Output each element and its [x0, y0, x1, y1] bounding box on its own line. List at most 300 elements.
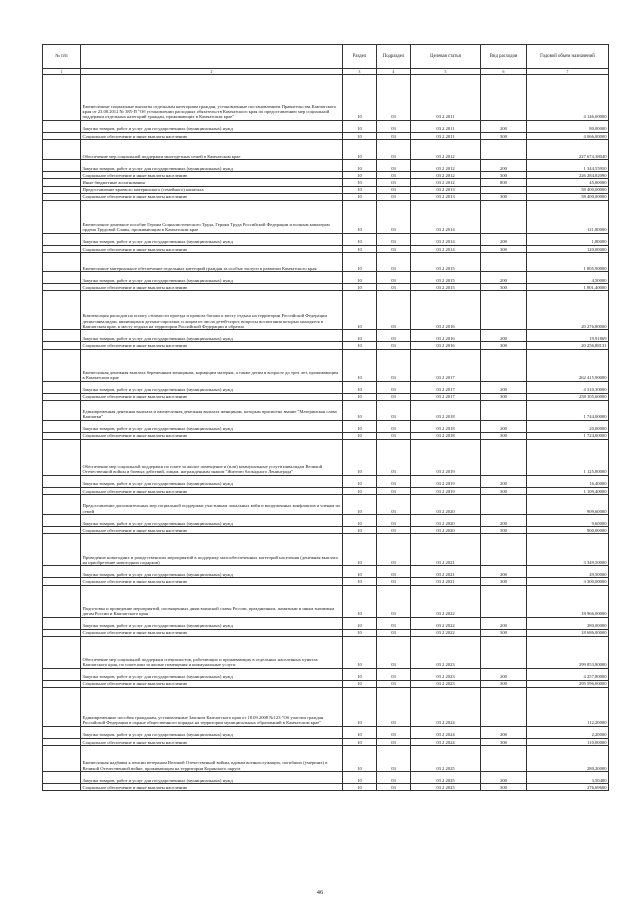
row-section: 10	[343, 739, 377, 746]
row-amount: 1 125,80000	[527, 440, 609, 476]
row-amount: 110,00000	[527, 739, 609, 746]
row-name: Социальное обеспечение и иные выплаты населению	[81, 133, 343, 140]
row-amount: 49,50000	[527, 566, 609, 578]
row-section: 10	[343, 629, 377, 636]
table-row	[43, 515, 609, 527]
row-subsection: 03	[377, 193, 411, 200]
row-amount: 121,80000	[527, 201, 609, 234]
row-target-article: 03 2 2022	[411, 629, 481, 636]
row-number	[43, 636, 81, 668]
row-expense-type: 300	[481, 172, 527, 179]
header-name	[81, 45, 343, 69]
row-target-article: 03 2 2022	[411, 585, 481, 617]
row-expense-type: 200	[481, 566, 527, 578]
row-target-article: 03 2 2012	[411, 140, 481, 160]
row-name: Социальное обеспечение и иные выплаты населению	[81, 680, 343, 687]
row-target-article: 03 2 2016	[411, 342, 481, 349]
row-target-article: 03 2 2012	[411, 172, 481, 179]
row-subsection: 03	[377, 784, 411, 791]
row-target-article: 03 2 2016	[411, 330, 481, 342]
row-expense-type: 300	[481, 193, 527, 200]
row-subsection: 03	[377, 585, 411, 617]
row-number	[43, 566, 81, 578]
row-subsection: 03	[377, 727, 411, 739]
row-name: Обеспечение мер социальной поддержки многодетных семей в Камчатском крае	[81, 140, 343, 160]
row-section: 10	[343, 668, 377, 680]
row-target-article: 03 2 2023	[411, 680, 481, 687]
row-target-article: 03 2 2025	[411, 784, 481, 791]
row-amount: 909,60000	[527, 495, 609, 515]
row-subsection: 03	[377, 488, 411, 495]
row-expense-type: 300	[481, 432, 527, 439]
row-amount: 4 146,00000	[527, 75, 609, 121]
row-target-article: 03 2 2020	[411, 515, 481, 527]
table-row	[43, 349, 609, 381]
row-target-article: 03 2 2021	[411, 578, 481, 585]
row-expense-type	[481, 440, 527, 476]
column-index: 3	[343, 69, 377, 75]
row-target-article: 03 2 2017	[411, 381, 481, 393]
row-name: Единовременная денежная выплата и ежемесячная денежная выплата женщинам, которым присвоено звание "Материнская слава Камчатки"	[81, 400, 343, 420]
row-expense-type: 200	[481, 727, 527, 739]
table-row	[43, 566, 609, 578]
row-expense-type	[481, 75, 527, 121]
row-amount: 19,91869	[527, 330, 609, 342]
row-amount: 80,00000	[527, 121, 609, 133]
row-name: Закупка товаров, работ и услуг для государственных (муниципальных) нужд	[81, 668, 343, 680]
row-amount: 1 724,00000	[527, 432, 609, 439]
row-subsection: 03	[377, 253, 411, 272]
row-number	[43, 688, 81, 727]
row-expense-type: 300	[481, 284, 527, 291]
table-row	[43, 636, 609, 668]
row-expense-type: 200	[481, 160, 527, 172]
row-name: Ежемесячное материальное обеспечение отдельных категорий граждан за особые заслуги в развитии Камчатского края	[81, 253, 343, 272]
row-number	[43, 585, 81, 617]
row-section: 10	[343, 291, 377, 330]
row-target-article: 03 2 2019	[411, 488, 481, 495]
row-name: Закупка товаров, работ и услуг для государственных (муниципальных) нужд	[81, 420, 343, 432]
row-target-article: 03 2 2011	[411, 133, 481, 140]
row-section: 10	[343, 680, 377, 687]
row-name: Единовременные пособия гражданам, установленные Законом Камчатского края от 18.09.2008 №123 "Об участии граждан Российской Федерации в охране общественного порядка на территории муниципальных образований в Камчатском крае"	[81, 688, 343, 727]
row-section: 10	[343, 566, 377, 578]
row-number	[43, 420, 81, 432]
row-name: Закупка товаров, работ и услуг для государственных (муниципальных) нужд	[81, 272, 343, 284]
row-target-article: 03 2 2024	[411, 739, 481, 746]
row-subsection: 03	[377, 432, 411, 439]
row-number	[43, 234, 81, 246]
header-annual-amount: Годовой объем назначений	[527, 45, 609, 69]
row-subsection: 03	[377, 284, 411, 291]
table-row	[43, 330, 609, 342]
table-row	[43, 534, 609, 566]
row-amount: 18 686,00000	[527, 629, 609, 636]
column-index: 5	[411, 69, 481, 75]
row-section: 10	[343, 75, 377, 121]
row-amount: 262 415,90000	[527, 349, 609, 381]
row-amount: 299 853,80000	[527, 636, 609, 668]
header-expense-type: Вид расходов	[481, 45, 527, 69]
row-amount: 1 801,40000	[527, 284, 609, 291]
row-number	[43, 680, 81, 687]
column-index: 4	[377, 69, 411, 75]
row-expense-type: 200	[481, 515, 527, 527]
row-amount: 276,69600	[527, 784, 609, 791]
row-expense-type: 300	[481, 629, 527, 636]
row-amount: 18 966,00000	[527, 585, 609, 617]
row-section: 10	[343, 400, 377, 420]
row-name: Социальное обеспечение и иные выплаты населению	[81, 488, 343, 495]
row-target-article: 03 2 2015	[411, 253, 481, 272]
row-number	[43, 772, 81, 784]
row-expense-type	[481, 746, 527, 772]
row-target-article: 03 2 2018	[411, 432, 481, 439]
row-expense-type	[481, 534, 527, 566]
row-section: 10	[343, 201, 377, 234]
row-name: Подготовка и проведение мероприятий, посвященных дням воинской славы России, праздничным, памятным и иным значимым датам России и Камчатского края	[81, 585, 343, 617]
row-expense-type: 300	[481, 246, 527, 253]
row-expense-type	[481, 688, 527, 727]
row-number	[43, 133, 81, 140]
row-expense-type: 300	[481, 527, 527, 534]
row-amount: 3 300,00000	[527, 578, 609, 585]
row-subsection: 03	[377, 179, 411, 186]
row-expense-type: 200	[481, 121, 527, 133]
row-amount: 58 400,00000	[527, 186, 609, 193]
table-row	[43, 272, 609, 284]
table-row	[43, 179, 609, 186]
row-subsection: 03	[377, 668, 411, 680]
row-target-article: 03 2 2011	[411, 75, 481, 121]
row-name: Социальное обеспечение и иные выплаты населению	[81, 393, 343, 400]
row-number	[43, 121, 81, 133]
row-section: 10	[343, 172, 377, 179]
row-subsection: 03	[377, 186, 411, 193]
row-amount: 4 310,30000	[527, 381, 609, 393]
header-section: Раздел	[343, 45, 377, 69]
row-name: Закупка товаров, работ и услуг для государственных (муниципальных) нужд	[81, 515, 343, 527]
row-amount: 58 400,00000	[527, 193, 609, 200]
table-row	[43, 284, 609, 291]
row-name: Закупка товаров, работ и услуг для государственных (муниципальных) нужд	[81, 617, 343, 629]
row-section: 10	[343, 488, 377, 495]
table-row	[43, 488, 609, 495]
row-section: 10	[343, 140, 377, 160]
row-name: Обеспечение мер социальной поддержки по плате за жилое помещение и (или) коммунальные услуги инвалидам Великой Отечественной войны и боевых действий, лицам, награжденным знаком "Жителю блокадного Ленинграда"	[81, 440, 343, 476]
table-row	[43, 133, 609, 140]
row-amount: 900,00000	[527, 527, 609, 534]
row-amount: 3,50400	[527, 772, 609, 784]
table-row	[43, 578, 609, 585]
row-section: 10	[343, 272, 377, 284]
row-subsection: 03	[377, 534, 411, 566]
row-number	[43, 172, 81, 179]
row-amount: 1 344,55950	[527, 160, 609, 172]
table-row	[43, 617, 609, 629]
row-subsection: 03	[377, 75, 411, 121]
table-row	[43, 393, 609, 400]
row-target-article: 03 2 2013	[411, 193, 481, 200]
row-expense-type	[481, 585, 527, 617]
page-number: 46	[316, 889, 324, 896]
row-target-article: 03 2 2024	[411, 727, 481, 739]
row-name: Социальное обеспечение и иные выплаты населению	[81, 432, 343, 439]
table-row	[43, 784, 609, 791]
row-expense-type: 300	[481, 488, 527, 495]
row-number	[43, 727, 81, 739]
row-name: Ежемесячная денежная выплата беременным женщинам, кормящим матерям, а также детям в возрасте до трех лет, проживающим в Камчатском крае	[81, 349, 343, 381]
row-subsection: 03	[377, 746, 411, 772]
row-section: 10	[343, 617, 377, 629]
row-section: 10	[343, 284, 377, 291]
row-target-article: 03 2 2014	[411, 234, 481, 246]
row-name: Компенсация расходов на оплату стоимости проезда и провоза багажа к месту отдыха на территории Российской Федерации детям-инвалидам, являющимся детьми-сиротами, и лицам из числа детей-сирот, вопросы воспитания которых находятся в Камчатском крае, к месту отдыха на территории Российской Федерации и обратно	[81, 291, 343, 330]
row-subsection: 03	[377, 772, 411, 784]
row-number	[43, 246, 81, 253]
row-target-article: 03 2 2021	[411, 566, 481, 578]
row-subsection: 03	[377, 121, 411, 133]
row-subsection: 03	[377, 515, 411, 527]
row-expense-type: 200	[481, 617, 527, 629]
row-subsection: 03	[377, 578, 411, 585]
row-name: Закупка товаров, работ и услуг для государственных (муниципальных) нужд	[81, 476, 343, 488]
row-section: 10	[343, 420, 377, 432]
table-row	[43, 121, 609, 133]
row-name: Обеспечение мер социальной поддержки специалистов, работающих и проживающих в отдельных населенных пунктах Камчатского края, по плате ими за жилые помещения и коммунальные услуги	[81, 636, 343, 668]
row-name: Проведение новогодних и рождественских мероприятий в поддержку малообеспеченных категорий населения (денежная выплата на приобретение новогодних подарков)	[81, 534, 343, 566]
column-index: 7	[527, 69, 609, 75]
table-row	[43, 291, 609, 330]
row-expense-type: 300	[481, 784, 527, 791]
row-name: Социальное обеспечение и иные выплаты населению	[81, 527, 343, 534]
table-row	[43, 342, 609, 349]
row-number	[43, 179, 81, 186]
row-expense-type	[481, 349, 527, 381]
row-section: 10	[343, 193, 377, 200]
row-number	[43, 201, 81, 234]
table-row	[43, 629, 609, 636]
row-section: 10	[343, 133, 377, 140]
row-name: Предоставление дополнительных мер социальной поддержки участникам локальных войн и вооруженных конфликтов и членам их семей	[81, 495, 343, 515]
row-expense-type: 300	[481, 133, 527, 140]
table-row	[43, 400, 609, 420]
row-number	[43, 253, 81, 272]
row-expense-type: 200	[481, 234, 527, 246]
row-subsection: 03	[377, 420, 411, 432]
row-number	[43, 381, 81, 393]
row-number	[43, 629, 81, 636]
row-target-article: 03 2 2011	[411, 121, 481, 133]
row-section: 10	[343, 746, 377, 772]
row-expense-type	[481, 495, 527, 515]
row-amount: 112,20000	[527, 688, 609, 727]
row-section: 10	[343, 330, 377, 342]
row-amount: 20,00000	[527, 420, 609, 432]
row-name: Закупка товаров, работ и услуг для государственных (муниципальных) нужд	[81, 234, 343, 246]
table-row	[43, 727, 609, 739]
row-target-article: 03 2 2017	[411, 349, 481, 381]
row-number	[43, 617, 81, 629]
row-target-article: 03 2 2017	[411, 393, 481, 400]
row-amount: 3 349,50000	[527, 534, 609, 566]
table-row	[43, 246, 609, 253]
row-target-article: 03 2 2019	[411, 476, 481, 488]
row-amount: 226 284,82090	[527, 172, 609, 179]
row-section: 10	[343, 381, 377, 393]
row-target-article: 03 2 2025	[411, 746, 481, 772]
row-section: 10	[343, 440, 377, 476]
row-name: Иные бюджетные ассигнования	[81, 179, 343, 186]
row-name: Предоставление краевого материнского (семейного) капитала	[81, 186, 343, 193]
row-expense-type	[481, 636, 527, 668]
row-expense-type	[481, 291, 527, 330]
row-section: 10	[343, 534, 377, 566]
table-row	[43, 476, 609, 488]
table-row	[43, 186, 609, 193]
row-name: Закупка товаров, работ и услуг для государственных (муниципальных) нужд	[81, 727, 343, 739]
row-amount: 295 596,00000	[527, 680, 609, 687]
row-section: 10	[343, 342, 377, 349]
row-number	[43, 160, 81, 172]
row-number	[43, 534, 81, 566]
row-name: Социальное обеспечение и иные выплаты населению	[81, 629, 343, 636]
row-target-article: 03 2 2018	[411, 400, 481, 420]
row-section: 10	[343, 432, 377, 439]
row-expense-type: 300	[481, 342, 527, 349]
row-target-article: 03 2 2014	[411, 246, 481, 253]
table-row	[43, 160, 609, 172]
row-subsection: 03	[377, 381, 411, 393]
row-subsection: 03	[377, 636, 411, 668]
row-target-article: 03 2 2014	[411, 201, 481, 234]
row-expense-type	[481, 201, 527, 234]
column-index: 2	[81, 69, 343, 75]
row-target-article: 03 2 2020	[411, 495, 481, 515]
row-amount: 1 805,90000	[527, 253, 609, 272]
row-name: Социальное обеспечение и иные выплаты населению	[81, 193, 343, 200]
row-subsection: 03	[377, 234, 411, 246]
row-expense-type: 200	[481, 381, 527, 393]
header-num: № п/п	[43, 45, 81, 69]
row-amount: 280,20000	[527, 746, 609, 772]
row-subsection: 03	[377, 349, 411, 381]
row-amount: 45,00000	[527, 179, 609, 186]
row-amount: 4 257,80000	[527, 668, 609, 680]
table-row	[43, 193, 609, 200]
table-row	[43, 527, 609, 534]
row-number	[43, 578, 81, 585]
table-row	[43, 140, 609, 160]
row-subsection: 03	[377, 342, 411, 349]
row-amount: 2,20000	[527, 727, 609, 739]
table-row	[43, 495, 609, 515]
row-expense-type: 200	[481, 668, 527, 680]
row-name: Ежемесячное денежное пособие Героям Социалистического Труда, Героям Труда Российской Федерации и полным кавалерам ордена Трудовой Славы, проживающим в Камчатском крае	[81, 201, 343, 234]
table-row	[43, 772, 609, 784]
row-amount: 120,00000	[527, 246, 609, 253]
row-section: 10	[343, 179, 377, 186]
row-section: 10	[343, 527, 377, 534]
row-number	[43, 291, 81, 330]
table-row	[43, 420, 609, 432]
row-subsection: 03	[377, 160, 411, 172]
row-name: Социальное обеспечение и иные выплаты населению	[81, 284, 343, 291]
row-subsection: 03	[377, 393, 411, 400]
row-subsection: 03	[377, 739, 411, 746]
row-number	[43, 272, 81, 284]
row-subsection: 03	[377, 440, 411, 476]
table-row	[43, 201, 609, 234]
row-section: 10	[343, 688, 377, 727]
row-subsection: 03	[377, 527, 411, 534]
row-amount: 20 276,80000	[527, 291, 609, 330]
table-row	[43, 680, 609, 687]
row-number	[43, 495, 81, 515]
row-expense-type	[481, 186, 527, 193]
header-target-article: Целевая статья	[411, 45, 481, 69]
row-target-article: 03 2 2018	[411, 420, 481, 432]
row-section: 10	[343, 349, 377, 381]
row-expense-type: 200	[481, 330, 527, 342]
row-subsection: 03	[377, 291, 411, 330]
row-subsection: 03	[377, 272, 411, 284]
row-target-article: 03 2 2020	[411, 527, 481, 534]
row-number	[43, 746, 81, 772]
row-name: Закупка товаров, работ и услуг для государственных (муниципальных) нужд	[81, 121, 343, 133]
row-section: 10	[343, 727, 377, 739]
row-section: 10	[343, 495, 377, 515]
row-name: Ежемесячная надбавка к пенсии ветеранам Великой Отечественной войны, вдовам военнослужащих, погибших (умерших) в Великой Отечественной войне, проживающим на территории Корякского округа	[81, 746, 343, 772]
row-section: 10	[343, 585, 377, 617]
row-number	[43, 393, 81, 400]
row-amount: 280,00000	[527, 617, 609, 629]
row-subsection: 03	[377, 566, 411, 578]
row-section: 10	[343, 772, 377, 784]
row-number	[43, 432, 81, 439]
row-target-article: 03 2 2025	[411, 772, 481, 784]
row-expense-type: 300	[481, 680, 527, 687]
row-section: 10	[343, 121, 377, 133]
table-row	[43, 253, 609, 272]
row-name: Социальное обеспечение и иные выплаты населению	[81, 784, 343, 791]
row-number	[43, 527, 81, 534]
row-number	[43, 668, 81, 680]
table-header-row	[43, 45, 609, 69]
row-name: Социальное обеспечение и иные выплаты населению	[81, 578, 343, 585]
row-number	[43, 193, 81, 200]
table-row	[43, 432, 609, 439]
row-subsection: 03	[377, 140, 411, 160]
row-target-article: 03 2 2012	[411, 160, 481, 172]
row-subsection: 03	[377, 680, 411, 687]
row-name: Социальное обеспечение и иные выплаты населению	[81, 342, 343, 349]
row-expense-type: 200	[481, 476, 527, 488]
row-name: Социальное обеспечение и иные выплаты населению	[81, 739, 343, 746]
row-number	[43, 140, 81, 160]
row-target-article: 03 2 2012	[411, 179, 481, 186]
row-expense-type: 300	[481, 393, 527, 400]
row-expense-type: 200	[481, 420, 527, 432]
row-number	[43, 330, 81, 342]
row-subsection: 03	[377, 688, 411, 727]
row-name: Ежемесячные социальные выплаты отдельным категориям граждан, установленные постановлением Правительства Камчатского края от 23.08.2012 № 385-П "Об установлении расходных обязательств Камчатского края по предоставлению мер социальной поддержки отдельных категорий граждан, проживающих в Камчатском крае"	[81, 75, 343, 121]
row-number	[43, 186, 81, 193]
row-subsection: 03	[377, 201, 411, 234]
row-expense-type	[481, 253, 527, 272]
row-target-article: 03 2 2024	[411, 688, 481, 727]
row-expense-type: 200	[481, 272, 527, 284]
